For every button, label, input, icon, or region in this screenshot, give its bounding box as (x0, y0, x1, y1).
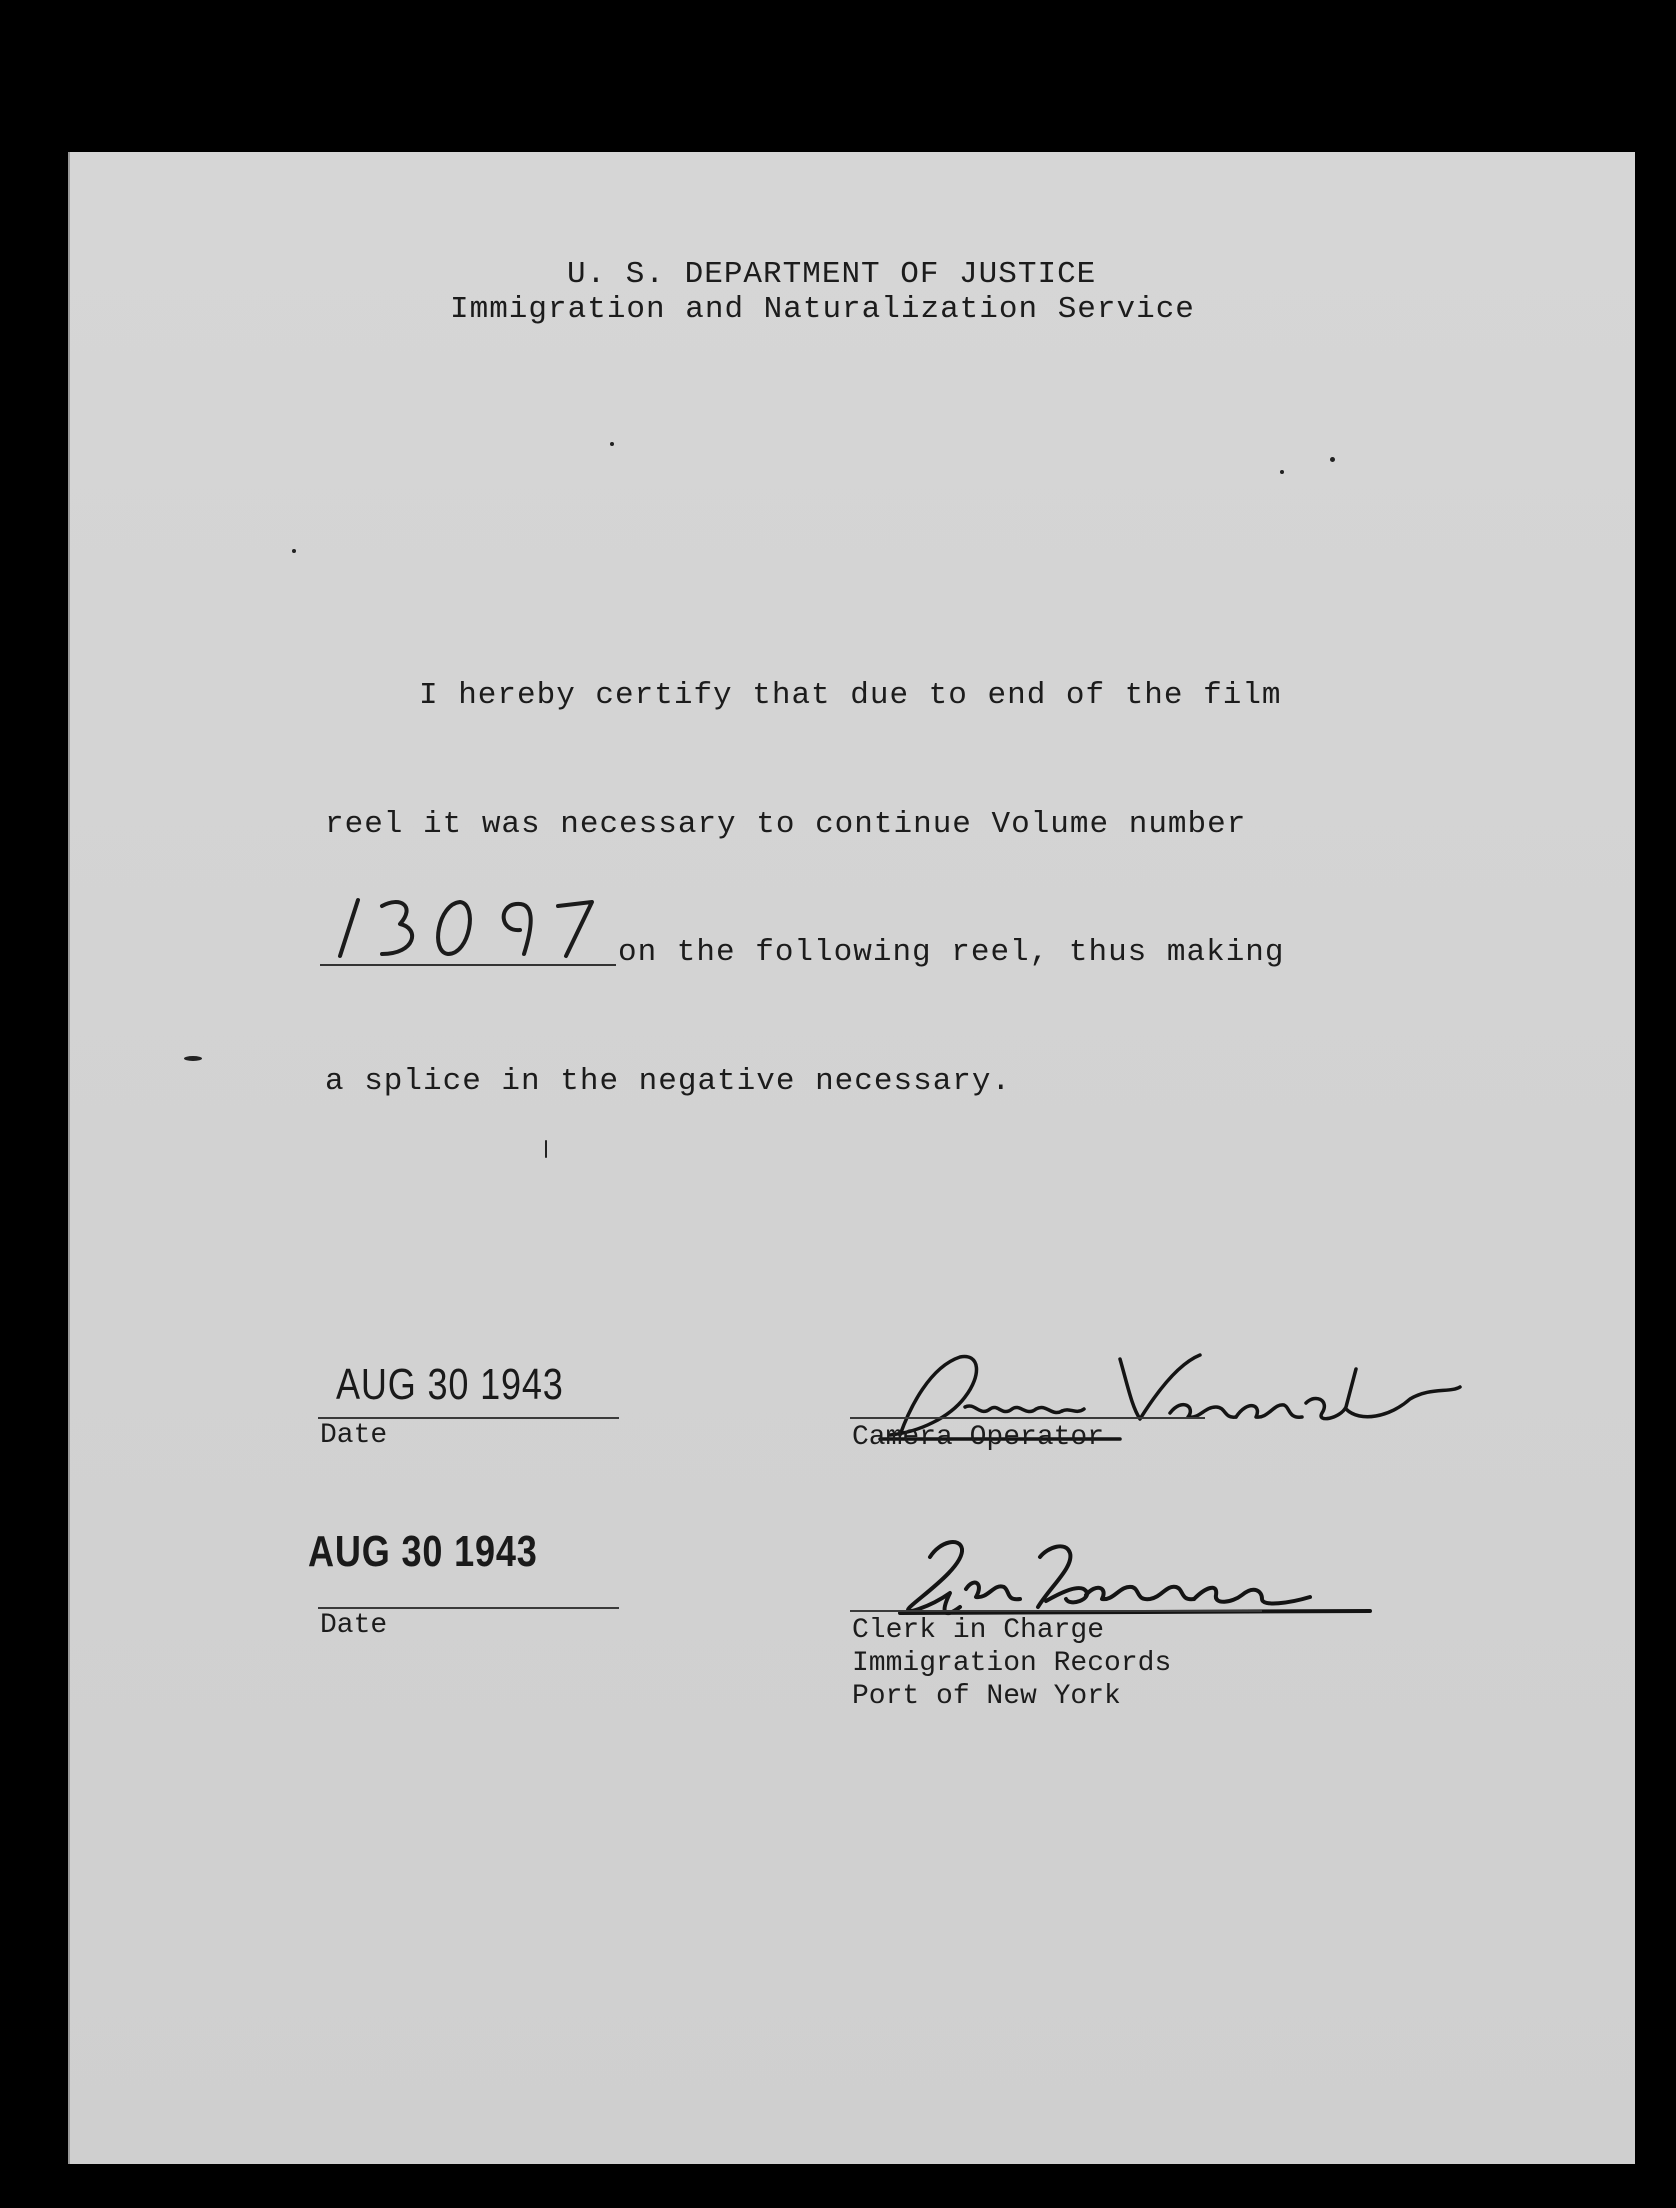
paper-speck (292, 549, 296, 553)
document-page (68, 152, 1635, 2164)
date-stamp-2: AUG 30 1943 (308, 1527, 538, 1576)
date-line-1 (318, 1417, 619, 1419)
clerk-label: Clerk in Charge Immigration Records Port of New York (852, 1615, 1172, 1712)
certification-line-4: a splice in the negative necessary. (325, 1064, 1012, 1099)
camera-operator-label: Camera Operator (852, 1422, 1105, 1453)
camera-operator-line (850, 1417, 1205, 1419)
clerk-signature (870, 1527, 1400, 1622)
date-label-2: Date (320, 1610, 388, 1641)
handwritten-volume-number (320, 892, 610, 962)
date-stamp-1: AUG 30 1943 (336, 1360, 564, 1409)
paper-speck (1330, 457, 1335, 462)
paper-speck (1280, 470, 1284, 474)
date-label-1: Date (320, 1420, 388, 1451)
certification-line-1: I hereby certify that due to end of the film (419, 678, 1282, 713)
agency-subtitle: Immigration and Naturalization Service (450, 292, 1195, 327)
volume-number-line (320, 964, 616, 966)
paper-speck (610, 442, 614, 446)
paper-speck (184, 1056, 202, 1061)
clerk-line (850, 1610, 1262, 1612)
certification-line-3: on the following reel, thus making (618, 935, 1285, 970)
agency-title: U. S. DEPARTMENT OF JUSTICE (567, 257, 1097, 292)
paper-speck (545, 1140, 547, 1158)
certification-line-2: reel it was necessary to continue Volume number (325, 807, 1247, 842)
date-line-2 (318, 1607, 619, 1609)
